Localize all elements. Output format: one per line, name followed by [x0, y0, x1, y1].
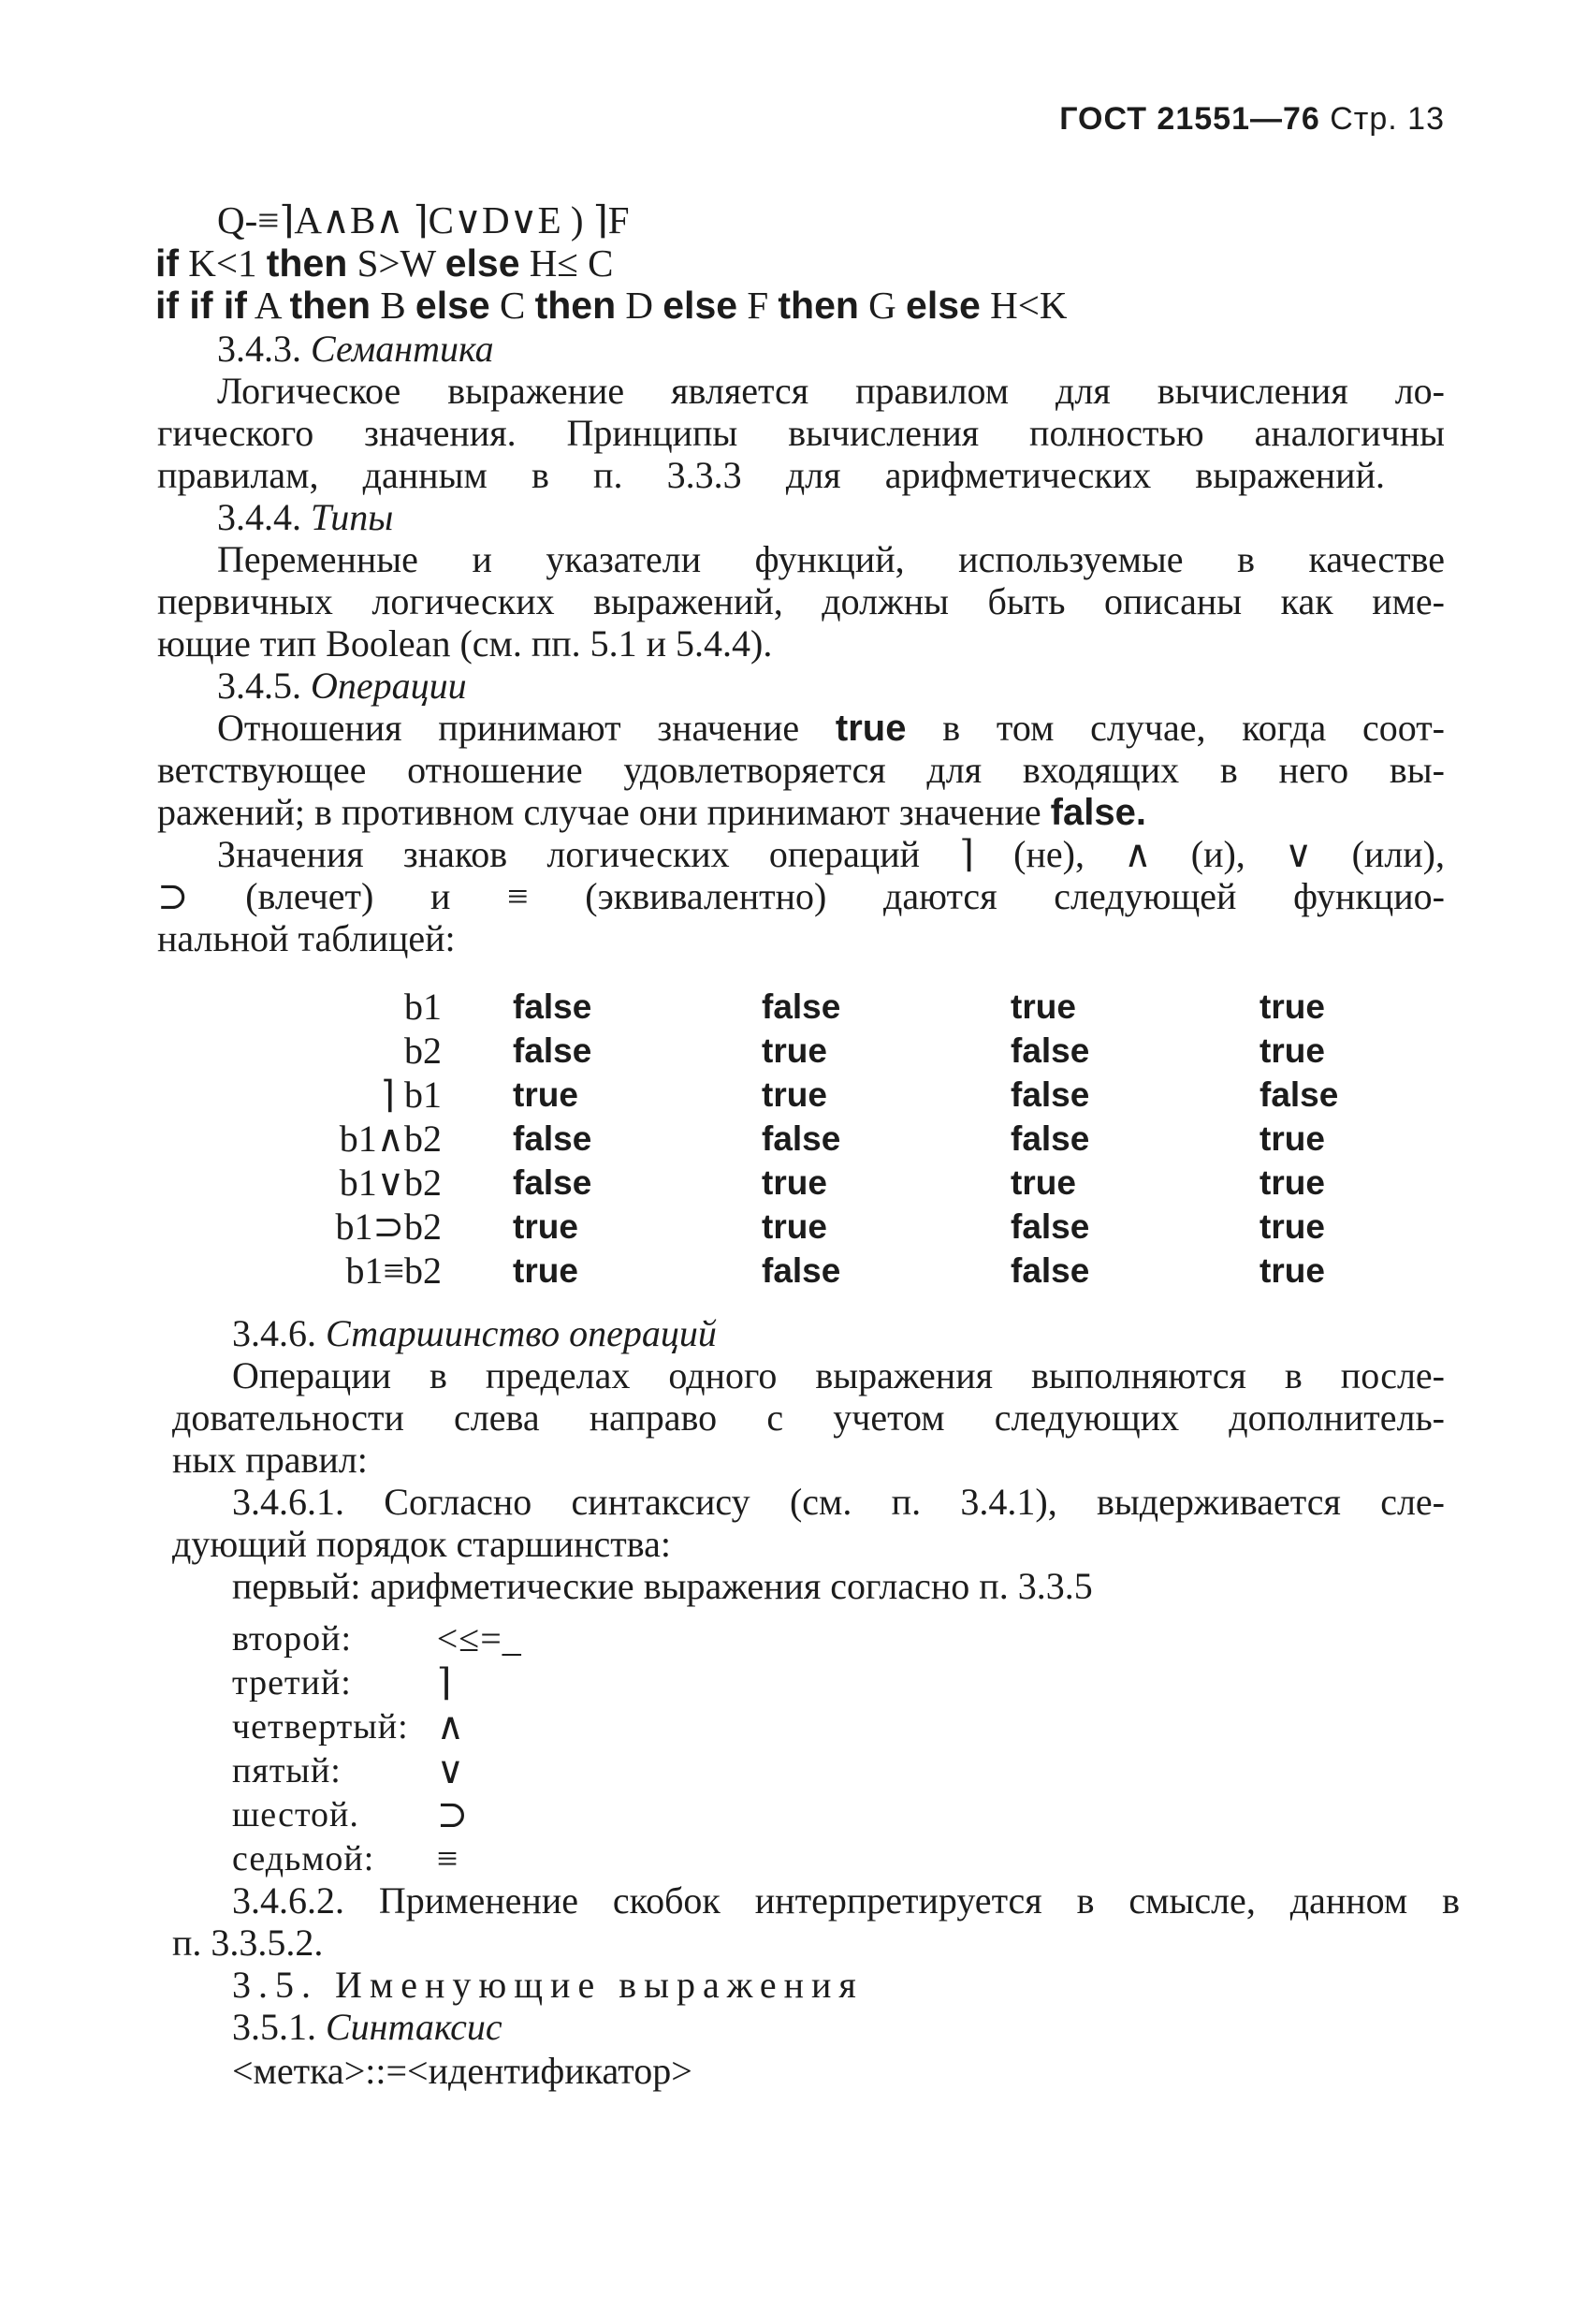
row-label: b1∧b2 [339, 1118, 442, 1160]
row-label: ⌉ b1 [380, 1074, 442, 1116]
paragraph-line: 3.4.6.1. Согласно синтаксису (см. п. 3.4.1), выдерживается сле- [232, 1481, 1445, 1523]
truth-value: false [513, 1162, 592, 1202]
precedence-symbol: ∧ [436, 1705, 465, 1747]
section-title: Типы [311, 496, 394, 538]
truth-value: false [762, 1118, 841, 1158]
true-keyword: true [835, 708, 907, 749]
section-number: 3.4.3. [217, 328, 301, 370]
paragraph-line: довательности слева направо с учетом следующих дополнитель- [172, 1396, 1445, 1439]
formula-line-3 [155, 284, 1067, 327]
paragraph-line: Значения знаков логических операций ⌉ (не), ∧ (и), ∨ (или), [217, 833, 1445, 875]
precedence-row [232, 1660, 522, 1704]
section-number: 3.4.4. [217, 496, 301, 538]
truth-value: true [1259, 1206, 1325, 1246]
precedence-label: пятый: [232, 1750, 342, 1791]
truth-value: true [762, 1206, 827, 1246]
paragraph-line: ⊃ (влечет) и ≡ (эквивалентно) даются следующей функцио- [157, 875, 1445, 917]
precedence-row [232, 1616, 522, 1660]
precedence-symbol: ≡ [436, 1837, 459, 1879]
paragraph-line: Переменные и указатели функций, используемые в качестве [217, 538, 1445, 580]
precedence-label: седьмой: [232, 1838, 375, 1878]
keyword: else [906, 284, 981, 327]
paragraph-line: Логическое выражение является правилом для вычисления ло- [217, 370, 1445, 412]
paragraph-line: первичных логических выражений, должны быть описаны как име- [157, 580, 1445, 622]
keyword: then [778, 284, 859, 327]
paragraph-line: ющие тип Boolean (см. пп. 5.1 и 5.4.4). [157, 622, 773, 665]
section-heading-3-5-1 [232, 2006, 502, 2049]
truth-value: true [1011, 1162, 1076, 1202]
truth-value: false [1011, 1030, 1090, 1070]
expr: B [371, 284, 415, 327]
paragraph-line: ных правил: [172, 1439, 368, 1481]
truth-value: false [1011, 1074, 1090, 1114]
standard-number: ГОСТ 21551—76 [1059, 101, 1320, 137]
section-heading-3-4-5 [217, 665, 467, 708]
truth-value: true [762, 1030, 827, 1070]
truth-value: false [1259, 1074, 1339, 1114]
paragraph-line [157, 791, 1146, 834]
truth-table-row [197, 1249, 1390, 1293]
paragraph-line: дующий порядок старшинства: [172, 1523, 671, 1565]
truth-table-row [197, 1073, 1390, 1117]
row-label: b2 [404, 1030, 442, 1072]
truth-value: false [1011, 1118, 1090, 1158]
expr: H<K [980, 284, 1068, 327]
row-label: b1⊃b2 [335, 1206, 442, 1248]
precedence-symbol: ⊃ [436, 1793, 470, 1835]
keyword: then [266, 241, 348, 285]
truth-value: true [762, 1162, 827, 1202]
precedence-list [232, 1616, 522, 1880]
paragraph-line: гического значения. Принципы вычисления полностью аналогичны [157, 412, 1445, 454]
precedence-label: шестой. [232, 1794, 359, 1834]
paragraph-line [217, 707, 1445, 750]
precedence-label: четвертый: [232, 1706, 409, 1747]
keyword: then [534, 284, 617, 327]
truth-value: true [1259, 1250, 1325, 1290]
truth-value: true [513, 1206, 578, 1246]
keyword: else [444, 241, 520, 285]
precedence-first: первый: арифметические выражения согласно п. 3.3.5 [232, 1565, 1093, 1607]
expr: K<1 [179, 241, 267, 285]
expr: F [737, 284, 779, 327]
precedence-label: третий: [232, 1662, 352, 1703]
page-header [1059, 101, 1445, 138]
row-label: b1≡b2 [345, 1250, 442, 1292]
precedence-symbol: ⌉ [436, 1661, 453, 1703]
keyword: if if if [155, 284, 247, 327]
truth-value: true [1259, 1030, 1325, 1070]
paragraph-line: правилам, данным в п. 3.3.3 для арифметических выражений. [157, 454, 1385, 496]
section-heading-3-5: 3.5. Именующие выражения [232, 1964, 864, 2006]
truth-value: false [1011, 1250, 1090, 1290]
truth-value: true [1259, 1162, 1325, 1202]
section-title: Операции [311, 665, 467, 707]
row-label: b1 [404, 986, 442, 1028]
precedence-row [232, 1704, 522, 1748]
truth-table-row [197, 1205, 1390, 1249]
keyword: else [415, 284, 490, 327]
precedence-symbol: <≤=_ [436, 1617, 522, 1659]
truth-value: true [1011, 987, 1076, 1026]
keyword: else [662, 284, 738, 327]
text-run: Отношения принимают значение [217, 707, 836, 749]
paragraph-line: нальной таблицей: [157, 917, 456, 959]
formula-line-1: Q-≡⌉A∧B∧ ⌉C∨D∨E ) ⌉F [217, 198, 630, 241]
precedence-row [232, 1836, 522, 1880]
paragraph-line: 3.4.6.2. Применение скобок интерпретируется в смысле, данном в [232, 1879, 1460, 1922]
precedence-row [232, 1748, 522, 1792]
expr: C [489, 284, 535, 327]
text-run: в том случае, когда соот- [906, 707, 1446, 749]
expr: A [246, 284, 290, 327]
truth-table-row [197, 985, 1390, 1029]
precedence-row [232, 1792, 522, 1836]
expr: G [858, 284, 907, 327]
truth-value: true [762, 1074, 827, 1114]
truth-value: false [513, 1030, 592, 1070]
section-number: 3.4.6. [232, 1312, 316, 1354]
row-label: b1∨b2 [339, 1162, 442, 1204]
truth-value: true [1259, 987, 1325, 1026]
truth-value: false [762, 987, 841, 1026]
expr: H≤ C [519, 241, 614, 285]
expr: S>W [347, 241, 445, 285]
precedence-label: второй: [232, 1618, 352, 1659]
expr: D [616, 284, 663, 327]
section-number: 3.4.5. [217, 665, 301, 707]
truth-table [197, 985, 1390, 1293]
truth-value: false [513, 987, 592, 1026]
section-title: Синтаксис [326, 2006, 502, 2048]
section-heading-3-4-6 [232, 1312, 717, 1355]
truth-value: true [513, 1074, 578, 1114]
truth-value: false [1011, 1206, 1090, 1246]
paragraph-line: Операции в пределах одного выражения выполняются в после- [232, 1354, 1445, 1396]
section-heading-3-4-3 [217, 328, 494, 371]
precedence-symbol: ∨ [436, 1749, 465, 1791]
section-number: 3.5.1. [232, 2006, 316, 2048]
truth-value: true [513, 1250, 578, 1290]
keyword: if [155, 241, 180, 285]
paragraph-line: ветствующее отношение удовлетворяется для входящих в него вы- [157, 749, 1445, 791]
truth-value: false [762, 1250, 841, 1290]
section-heading-3-4-4 [217, 496, 393, 539]
section-title: Семантика [311, 328, 494, 370]
false-keyword: false. [1050, 792, 1146, 833]
section-title: Старшинство операций [326, 1312, 717, 1354]
page-number: Стр. 13 [1330, 101, 1445, 137]
truth-table-row [197, 1029, 1390, 1073]
keyword: then [289, 284, 371, 327]
text-run: ражений; в противном случае они принимают значение [157, 791, 1051, 833]
truth-value: false [513, 1118, 592, 1158]
paragraph-line: п. 3.3.5.2. [172, 1922, 324, 1964]
truth-table-row [197, 1117, 1390, 1161]
truth-value: true [1259, 1118, 1325, 1158]
syntax-rule: <метка>::=<идентификатор> [232, 2050, 692, 2092]
formula-line-2 [155, 241, 614, 285]
truth-table-row [197, 1161, 1390, 1205]
